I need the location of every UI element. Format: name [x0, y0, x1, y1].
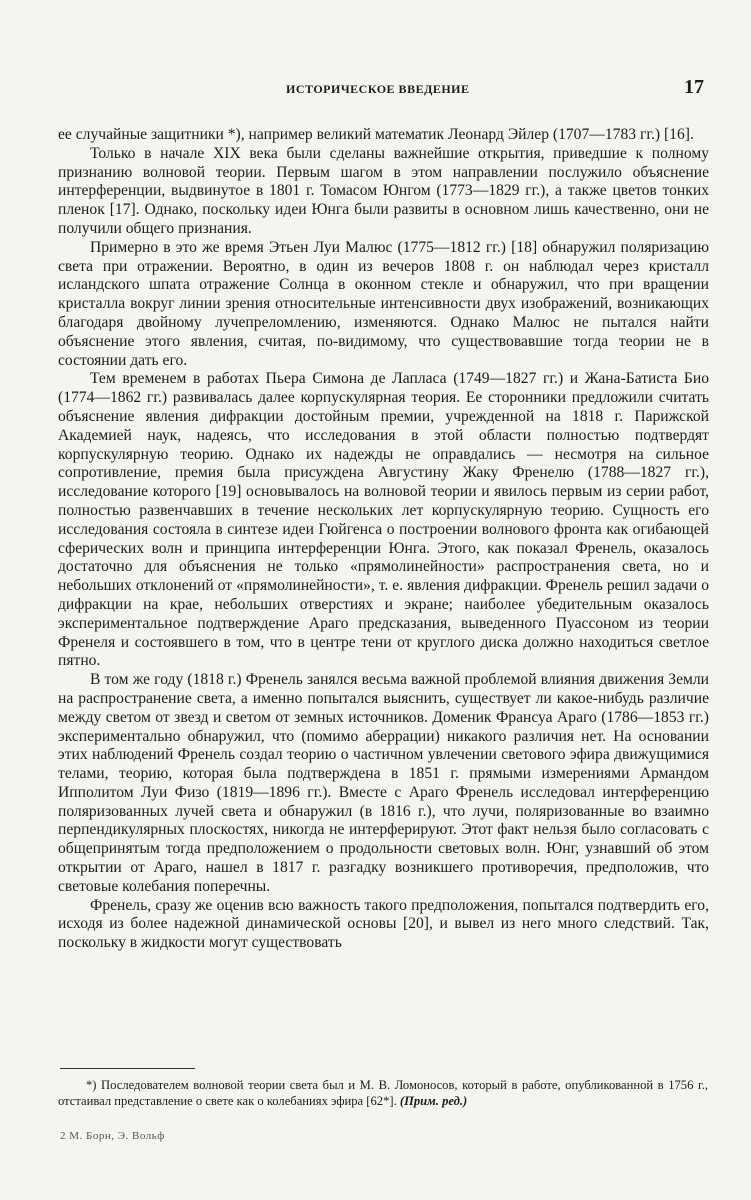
editor-note: (Прим. ред.)	[399, 1093, 468, 1108]
paragraph-5: В том же году (1818 г.) Френель занялся весьма важной проблемой влияния движения Земли на распространение света, а именно попытался выяснить, существует ли какое-нибудь различие между светом от звезд и светом от земных источников. Доменик Франсуа Араго (1786—1853 гг.) экспериментально обнаружил, что (помимо аберрации) никакого различия нет. На основании этих наблюдений Френель создал теорию о частичном увлечении светового эфира движущимися телами, теорию, которая была подтверждена в 1851 г. прямыми измерениями Армандом Ипполитом Луи Физо (1819—1896 гг.). Вместе с Араго Френель исследовал интерференцию поляризованных лучей света и обнаружил (в 1816 г.), что лучи, поляризованные во взаимно перпендикулярных плоскостях, никогда не интерферируют. Этот факт нельзя было согласовать с общепринятым тогда предположением о продольности световых волн. Юнг, узнавший об этом открытии от Араго, нашел в 1817 г. разгадку возникшего противоречия, предположив, что световые колебания поперечны.	[58, 671, 709, 895]
paragraph-3: Примерно в это же время Этьен Луи Малюс (1775—1812 гг.) [18] обнаружил поляризацию света при отражении. Вероятно, в один из вечеров 1808 г. он наблюдал через кристалл исландского шпата отражение Солнца в оконном стекле и обнаружил, что при вращении кристалла вокруг линии зрения относительные интенсивности двух изображений, возникающих благодаря двойному лучепреломлению, изменяются. Однако Малюс не пытался найти объяснение этого явления, считая, по-видимому, что существовавшие тогда теории не в состоянии дать его.	[58, 238, 709, 369]
footnote-divider	[60, 1068, 195, 1069]
footnote	[58, 1078, 708, 1109]
page-number: 17	[684, 76, 704, 98]
sheet-signature: 2 М. Борн, Э. Вольф	[60, 1130, 165, 1142]
paragraph-1: ее случайные защитники *), например великий математик Леонард Эйлер (1707—1783 гг.) [16].	[58, 126, 694, 143]
paragraph-6: Френель, сразу же оценив всю важность такого предположения, попытался подтвердить его, исходя из более надежной динамической основы [20], и вывел из него много следствий. Так, поскольку в жидкости могут существовать	[58, 896, 709, 952]
running-header	[0, 76, 751, 102]
footnote-text: *) Последователем волновой теории света был и М. В. Ломоносов, который в работе, опубликованной в 1756 г., отстаивал представление о свете как о колебаниях эфира [62*].	[58, 1078, 708, 1108]
paragraph-2: Только в начале XIX века были сделаны важнейшие открытия, приведшие к полному признанию волновой теории. Первым шагом в этом направлении послужило объяснение интерференции, выдвинутое в 1801 г. Томасом Юнгом (1773—1829 гг.), а также цветов тонких пленок [17]. Однако, поскольку идеи Юнга были развиты в основном лишь качественно, они не получили общего признания.	[58, 144, 709, 237]
chapter-title: ИСТОРИЧЕСКОЕ ВВЕДЕНИЕ	[286, 82, 470, 96]
paragraph-4: Тем временем в работах Пьера Симона де Лапласа (1749—1827 гг.) и Жана-Батиста Био (1774—1862 гг.) развивалась далее корпускулярная теория. Ее сторонники предложили считать объяснение явления дифракции достойным премии, учрежденной на 1818 г. Парижской Академией наук, надеясь, что исследования в этой области полностью подтвердят корпускулярную теорию. Однако их надежды не оправдались — несмотря на сильное сопротивление, премия была присуждена Августину Жаку Френелю (1788—1827 гг.), исследование которого [19] основывалось на волновой теории и явилось первым из серии работ, полностью развенчавших в течение нескольких лет корпускулярную теорию. Сущность его исследования состояла в синтезе идеи Гюйгенса о построении волнового фронта как огибающей сферических волн и принципа интерференции Юнга. Этого, как показал Френель, оказалось достаточно для объяснения не только «прямолинейности» распространения света, но и небольших отклонений от «прямолинейности», т. е. явления дифракции. Френель решил задачи о дифракции на крае, небольших отверстиях и экране; наиболее убедительным оказалось экспериментальное подтверждение Араго предсказания, выведенного Пуассоном из теории Френеля и состоявшего в том, что в центре тени от круглого диска должно находиться светлое пятно.	[58, 370, 709, 670]
body-text	[58, 126, 709, 953]
